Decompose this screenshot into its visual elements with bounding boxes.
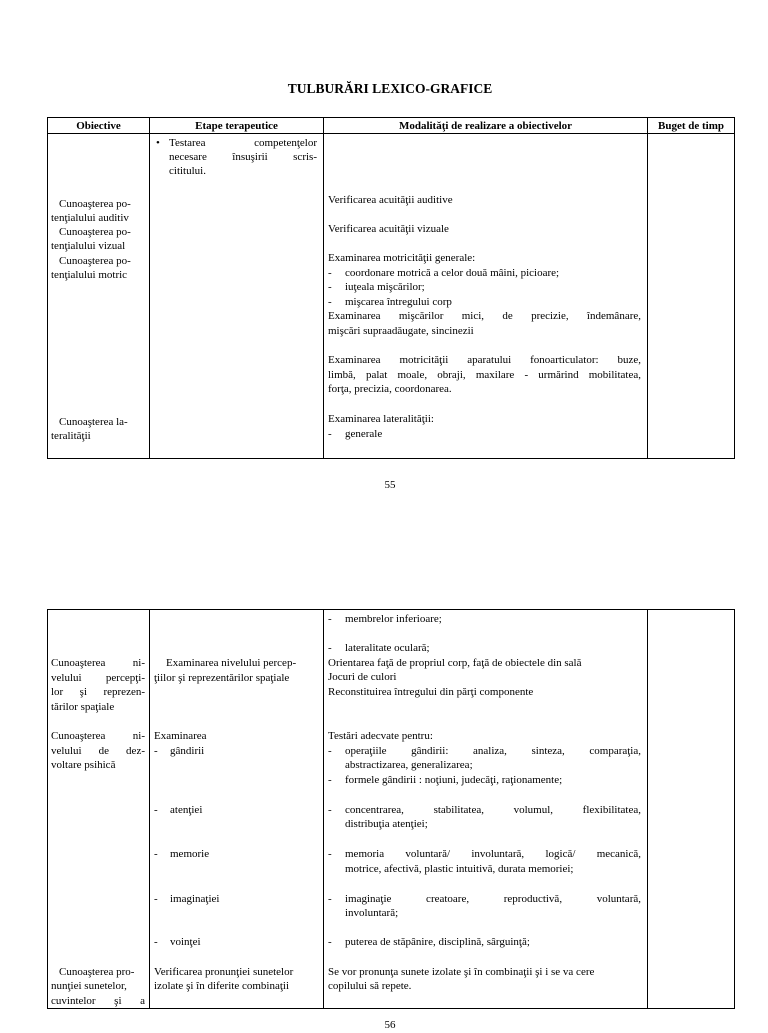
bullet-icon: • <box>156 137 160 149</box>
objective-vizual: Cunoaşterea po- <box>59 226 131 238</box>
dash-marker: - <box>328 893 332 905</box>
modalitate-text: Orientarea faţă de propriul corp, faţă de obiectele din sală <box>328 657 582 669</box>
modalitate-item: concentrarea, stabilitatea, volumul, flexibilitatea, <box>345 804 641 816</box>
dash-marker: - <box>328 848 332 860</box>
dash-marker: - <box>328 774 332 786</box>
modalitate-item: formele gândirii : noţiuni, judecăţi, raţionamente; <box>345 774 563 786</box>
objective-vizual: tenţialului vizual <box>51 240 126 252</box>
objective-motric: tenţialului motric <box>51 269 128 281</box>
modalitate-item: abstractizarea, generalizarea; <box>345 759 473 771</box>
table-page-56 <box>47 609 735 1009</box>
dash-marker: - <box>328 428 332 440</box>
etapa-pronuntie: izolate şi în diferite combinaţii <box>154 980 290 992</box>
etape-line: Testarea competenţelor <box>169 137 317 149</box>
dash-marker: - <box>328 613 332 625</box>
objective-pronuntie: nunţiei sunetelor, <box>51 980 127 992</box>
modalitate-item: lateralitate oculară; <box>345 642 430 654</box>
dash-marker: - <box>154 848 158 860</box>
modalitate-text: Testări adecvate pentru: <box>328 730 433 742</box>
objective-psihic: Cunoaşterea ni- <box>51 730 145 742</box>
etapa-perceptii: ţiilor şi reprezentărilor spaţiale <box>154 672 290 684</box>
objective-perceptii: tărilor spaţiale <box>51 701 115 713</box>
modalitate-item: imaginaţie creatoare, reproductivă, voluntară, <box>345 893 641 905</box>
dash-marker: - <box>328 267 332 279</box>
etapa-imaginatie: imaginaţiei <box>170 893 220 905</box>
page-number: 55 <box>384 479 396 491</box>
etapa-atentie: atenţiei <box>170 804 203 816</box>
objective-pronuntie: Cunoaşterea pro- <box>59 966 135 978</box>
modalitate-text: mişcări supraadăugate, sincinezii <box>328 325 474 337</box>
modalitate-item: distribuţia atenţiei; <box>345 818 428 830</box>
modalitate-item: involuntară; <box>345 907 399 919</box>
objective-lateralitate: Cunoaşterea la- <box>59 416 128 428</box>
objective-motric: Cunoaşterea po- <box>59 255 131 267</box>
objective-perceptii: lor şi reprezen- <box>51 686 145 698</box>
dash-marker: - <box>328 296 332 308</box>
header-etape-terapeutice: Etape terapeutice <box>195 120 278 132</box>
column-divider <box>323 610 324 1008</box>
etapa-psihic-title: Examinarea <box>154 730 207 742</box>
modalitate-text: Examinarea motricităţii generale: <box>328 252 476 264</box>
modalitate-text: forţa, precizia, coordonarea. <box>328 383 452 395</box>
modalitate-item: operaţiile gândirii: analiza, sinteza, comparaţia, <box>345 745 641 757</box>
modalitate-item: puterea de stăpânire, disciplină, sârguinţă; <box>345 936 530 948</box>
modalitate-text: Examinarea lateralităţii: <box>328 413 434 425</box>
dash-marker: - <box>154 745 158 757</box>
objective-auditiv: tenţialului auditiv <box>51 212 129 224</box>
etape-line: cititului. <box>169 165 206 177</box>
etapa-vointa: voinţei <box>170 936 201 948</box>
modalitate-text: limbă, palat moale, obraji, maxilare - urmărind mobilitatea, <box>328 369 641 381</box>
modalitate-text: Examinarea mişcărilor mici, de precizie, îndemânare, <box>328 310 641 322</box>
dash-marker: - <box>154 804 158 816</box>
etapa-perceptii: Examinarea nivelului percep- <box>166 657 297 669</box>
modalitate-text: Verificarea acuităţii auditive <box>328 194 453 206</box>
column-divider <box>149 610 150 1008</box>
modalitate-text: Reconstituirea întregului din părţi componente <box>328 686 534 698</box>
objective-psihic: velului de dez- <box>51 745 145 757</box>
objective-perceptii: velului percepţi- <box>51 672 145 684</box>
modalitate-text: Se vor pronunţa sunete izolate şi în combinaţii şi i se va cere <box>328 966 595 978</box>
modalitate-item: mişcarea întregului corp <box>345 296 452 308</box>
objective-auditiv: Cunoaşterea po- <box>59 198 131 210</box>
etapa-pronuntie: Verificarea pronunţiei sunetelor <box>154 966 294 978</box>
dash-marker: - <box>154 893 158 905</box>
etape-line: necesare însuşirii scris- <box>169 151 317 163</box>
column-divider <box>647 118 648 458</box>
objective-pronuntie: cuvintelor şi a <box>51 995 145 1007</box>
modalitate-item: membrelor inferioare; <box>345 613 442 625</box>
modalitate-item: iuţeala mişcărilor; <box>345 281 425 293</box>
dash-marker: - <box>328 804 332 816</box>
etapa-memorie: memorie <box>170 848 210 860</box>
dash-marker: - <box>328 642 332 654</box>
modalitate-item: generale <box>345 428 383 440</box>
modalitate-item: motrice, afectivă, plastic intuitivă, durata memoriei; <box>345 863 574 875</box>
header-buget-timp: Buget de timp <box>658 120 724 132</box>
document-title: TULBURĂRI LEXICO-GRAFICE <box>287 81 493 96</box>
etapa-gandire: gândirii <box>170 745 205 757</box>
modalitate-text: Jocuri de culori <box>328 671 397 683</box>
column-divider <box>647 610 648 1008</box>
header-modalitati: Modalităţi de realizare a obiectivelor <box>398 120 573 132</box>
header-obiective: Obiective <box>76 120 121 132</box>
table-page-55 <box>47 117 735 459</box>
column-divider <box>149 118 150 458</box>
modalitate-item: memoria voluntară/ involuntară, logică/ mecanică, <box>345 848 641 860</box>
modalitate-text: Verificarea acuităţii vizuale <box>328 223 449 235</box>
modalitate-text: Examinarea motricităţii aparatului fonoarticulator: buze, <box>328 354 641 366</box>
dash-marker: - <box>154 936 158 948</box>
page-number: 56 <box>384 1019 396 1031</box>
objective-perceptii: Cunoaşterea ni- <box>51 657 145 669</box>
modalitate-text: copilului să repete. <box>328 980 412 992</box>
dash-marker: - <box>328 281 332 293</box>
column-divider <box>323 118 324 458</box>
dash-marker: - <box>328 936 332 948</box>
objective-lateralitate: teralităţii <box>51 430 91 442</box>
objective-psihic: voltare psihică <box>51 759 116 771</box>
modalitate-item: coordonare motrică a celor două mâini, picioare; <box>345 267 560 279</box>
dash-marker: - <box>328 745 332 757</box>
